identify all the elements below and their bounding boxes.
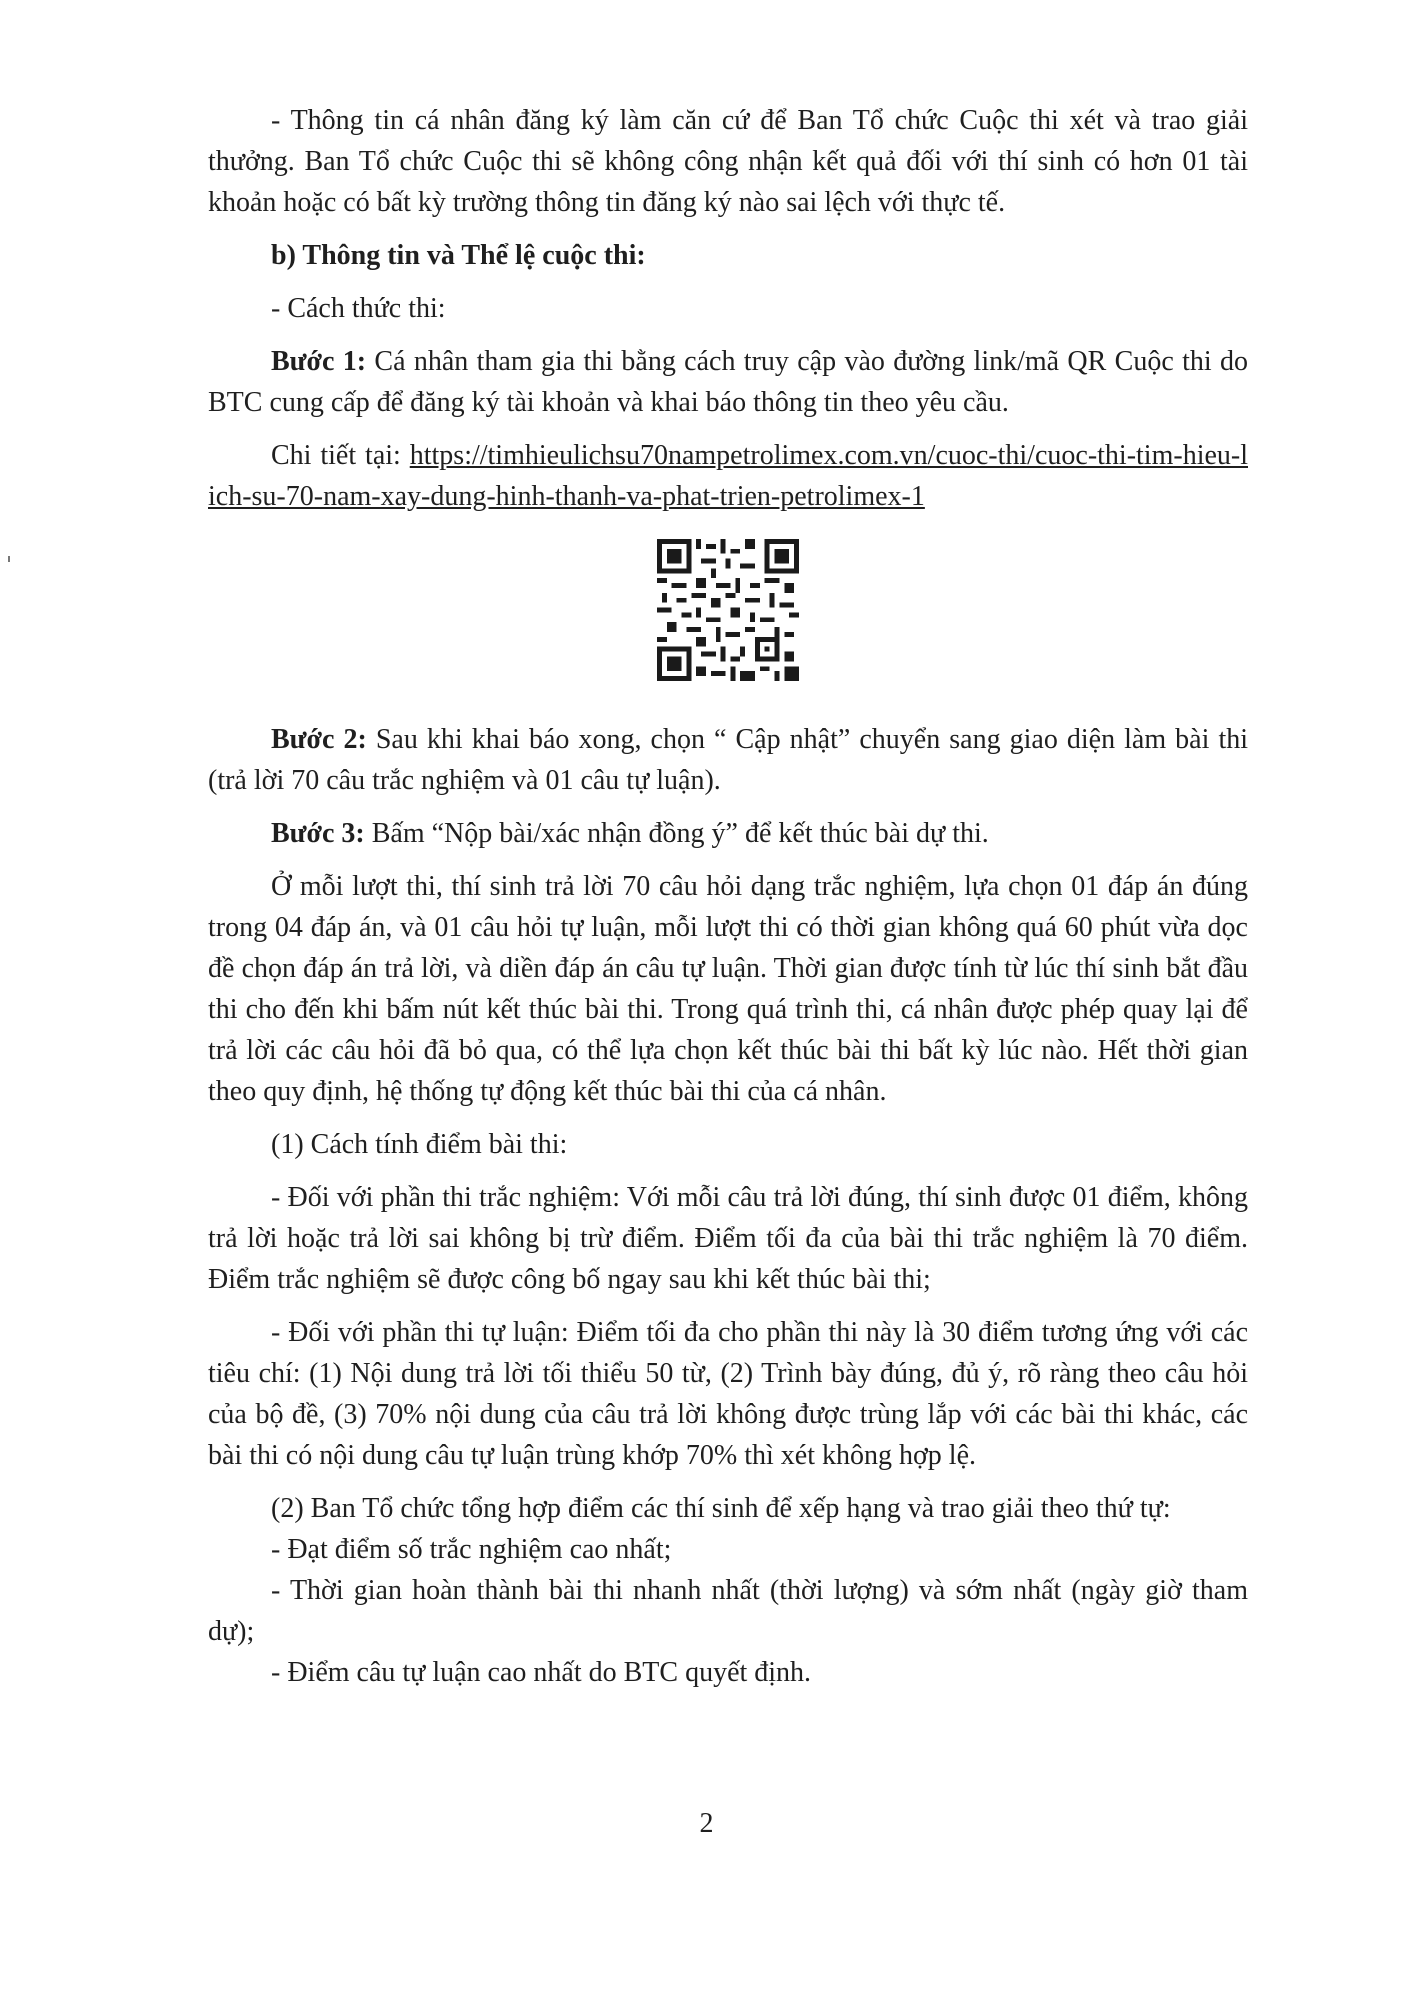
detail-paragraph: [208, 435, 1248, 517]
step-3-label: Bước 3:: [271, 818, 365, 849]
step-3-text: Bấm “Nộp bài/xác nhận đồng ý” để kết thúc bài dự thi.: [364, 818, 989, 849]
multiple-choice-rule: - Đối với phần thi trắc nghiệm: Với mỗi câu trả lời đúng, thí sinh được 01 điểm, không trả lời hoặc trả lời sai không bị trừ điểm. Điểm tối đa của bài thi trắc nghiệm là 70 điểm. Điểm trắc nghiệm sẽ được công bố ngay sau khi kết thúc bài thi;: [208, 1182, 1248, 1295]
step-1-label: Bước 1:: [271, 346, 367, 377]
document-body: [208, 100, 1248, 1693]
registration-note: - Thông tin cá nhân đăng ký làm căn cứ để Ban Tổ chức Cuộc thi xét và trao giải thưởng. Ban Tổ chức Cuộc thi sẽ không công nhận kết quả đối với thí sinh có hơn 01 tài khoản hoặc có bất kỳ trường thông tin đăng ký nào sai lệch với thực tế.: [208, 105, 1248, 218]
ranking-criterion: - Thời gian hoàn thành bài thi nhanh nhất (thời lượng) và sớm nhất (ngày giờ tham dự);: [208, 1575, 1248, 1647]
detail-prefix: Chi tiết tại:: [271, 440, 410, 471]
step-2-paragraph: [208, 719, 1248, 801]
ranking-heading: (2) Ban Tổ chức tổng hợp điểm các thí sinh để xếp hạng và trao giải theo thứ tự:: [271, 1493, 1171, 1524]
qr-code-container: [208, 539, 1248, 699]
step-1-paragraph: [208, 341, 1248, 423]
step-1-text: Cá nhân tham gia thi bằng cách truy cập vào đường link/mã QR Cuộc thi do BTC cung cấp để đăng ký tài khoản và khai báo thông tin theo yêu cầu.: [208, 346, 1249, 418]
ranking-criterion: - Điểm câu tự luận cao nhất do BTC quyết định.: [271, 1657, 812, 1688]
method-label: - Cách thức thi:: [271, 293, 446, 324]
scan-mark: [8, 556, 10, 562]
rules-paragraph: Ở mỗi lượt thi, thí sinh trả lời 70 câu hỏi dạng trắc nghiệm, lựa chọn 01 đáp án đúng trong 04 đáp án, và 01 câu hỏi tự luận, mỗi lượt thi có thời gian không quá 60 phút vừa dọc đề chọn đáp án trả lời, và diền đáp án câu tự luận. Thời gian được tính từ lúc thí sinh bắt đầu thi cho đến khi bấm nút kết thúc bài thi. Trong quá trình thi, cá nhân được phép quay lại để trả lời các câu hỏi đã bỏ qua, có thể lựa chọn kết thúc bài thi bất kỳ lúc nào. Hết thời gian theo quy định, hệ thống tự động kết thúc bài thi của cá nhân.: [208, 871, 1248, 1107]
qr-code-icon[interactable]: [657, 539, 799, 681]
contest-link[interactable]: https://timhieulichsu70nampetrolimex.com.vn/cuoc-thi/cuoc-thi-tim-hieu-lich-su-70-nam-xay-dung-hinh-thanh-va-phat-trien-petrolimex-1: [208, 440, 1248, 512]
scoring-heading: (1) Cách tính điểm bài thi:: [271, 1129, 568, 1160]
step-2-text: Sau khi khai báo xong, chọn “ Cập nhật” chuyển sang giao diện làm bài thi (trả lời 70 câu trắc nghiệm và 01 câu tự luận).: [208, 724, 1249, 796]
step-2-label: Bước 2:: [271, 724, 367, 755]
section-b-heading: b) Thông tin và Thể lệ cuộc thi:: [271, 240, 646, 271]
step-3-paragraph: [208, 813, 1248, 854]
ranking-criterion: - Đạt điểm số trắc nghiệm cao nhất;: [271, 1534, 672, 1565]
essay-rule: - Đối với phần thi tự luận: Điểm tối đa cho phần thi này là 30 điểm tương ứng với các tiêu chí: (1) Nội dung trả lời tối thiểu 50 từ, (2) Trình bày đúng, đủ ý, rõ ràng theo câu hỏi của bộ đề, (3) 70% nội dung của câu trả lời không được trùng lắp với các bài thi khác, các bài thi có nội dung câu tự luận trùng khớp 70% thì xét không hợp lệ.: [208, 1317, 1248, 1471]
page-number: 2: [699, 1808, 714, 1839]
